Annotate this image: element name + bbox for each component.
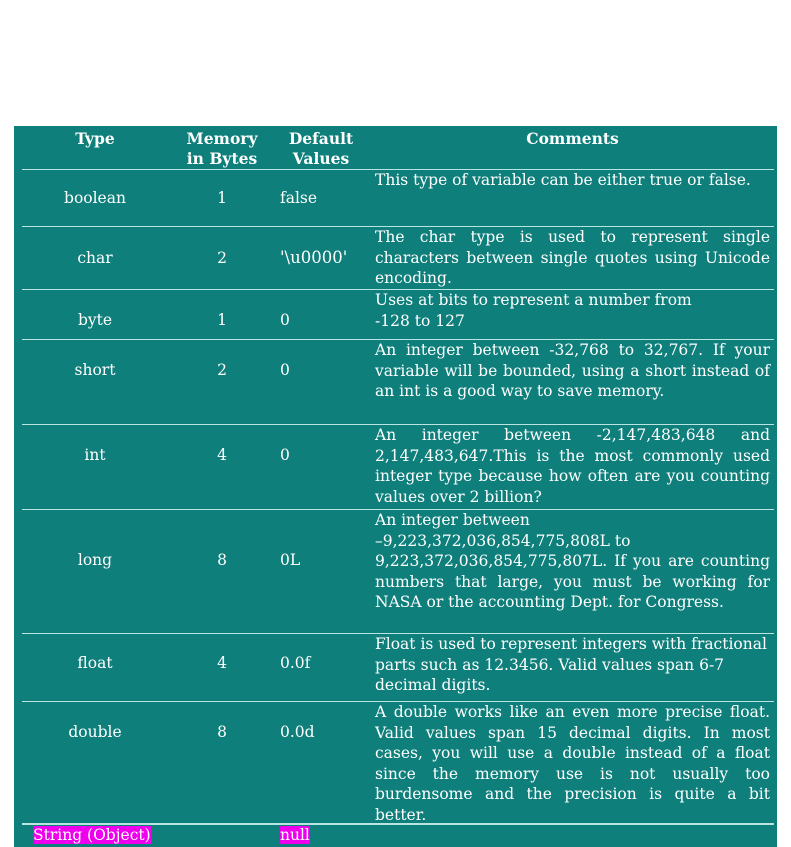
memory-cell: 8 (217, 722, 227, 741)
default-cell: 0.0f (280, 653, 311, 672)
comment-line: -128 to 127 (375, 311, 465, 330)
type-cell: short (74, 360, 116, 379)
comment-line: 9,223,372,036,854,775,807L. If you are counting numbers that large, you must be working for NASA or the accounting Dept. for Congress. (375, 552, 770, 611)
default-cell: 0 (280, 360, 290, 379)
type-cell: char (77, 248, 113, 267)
comment-cell: A double works like an even more precise float. Valid values span 15 decimal digits. In most cases, you will use a double instead of a float since the memory use is not usually too burdensome and the precision is quite a bit better. (375, 703, 770, 824)
memory-cell: 2 (217, 360, 227, 379)
header-default-line1: Default (288, 129, 354, 148)
comment-cell: Float is used to represent integers with fractional parts such as 12.3456. Valid values span 6-7 decimal digits. (375, 635, 767, 694)
memory-cell: 2 (217, 248, 227, 267)
header-type: Type (75, 129, 115, 148)
table-row (14, 634, 777, 701)
comment-cell (375, 290, 770, 331)
header-comments: Comments (526, 129, 619, 148)
default-cell (280, 825, 310, 846)
highlighted-default: null (280, 826, 310, 844)
type-cell: int (84, 445, 106, 464)
table-row (14, 340, 777, 424)
type-cell: long (77, 550, 113, 569)
type-cell: byte (77, 310, 113, 329)
highlighted-type: String (Object) (33, 826, 151, 844)
table-row (14, 425, 777, 509)
data-types-table (14, 126, 777, 847)
header-memory (172, 129, 272, 169)
default-cell: 0L (280, 550, 301, 569)
type-cell: boolean (64, 188, 126, 207)
table-row (14, 702, 777, 823)
memory-cell: 4 (217, 653, 227, 672)
table-row (14, 825, 777, 847)
default-cell: false (280, 188, 318, 207)
header-memory-line1: Memory (186, 129, 258, 148)
default-cell: 0.0d (280, 722, 315, 741)
default-cell: 0 (280, 310, 290, 329)
comment-cell: The char type is used to represent single characters between single quotes using Unicode encoding. (375, 228, 770, 287)
table-row (14, 510, 777, 633)
comment-line: An integer between (375, 511, 530, 529)
table-row (14, 227, 777, 289)
header-memory-line2: in Bytes (186, 149, 258, 168)
comment-cell: This type of variable can be either true or false. (375, 171, 751, 189)
type-cell: double (68, 722, 122, 741)
comment-cell (375, 510, 770, 613)
memory-cell: 1 (217, 188, 227, 207)
table-header-row (14, 126, 777, 170)
comment-line: Uses at bits to represent a number from (375, 291, 692, 309)
memory-cell: 4 (217, 445, 227, 464)
comment-line: –9,223,372,036,854,775,808L to (375, 531, 631, 550)
memory-cell: 8 (217, 550, 227, 569)
memory-cell: 1 (217, 310, 227, 329)
header-default (276, 129, 366, 169)
table-row (14, 170, 777, 226)
comment-cell: An integer between -2,147,483,648 and 2,147,483,647.This is the most commonly used integer type because how often are you counting values over 2 billion? (375, 426, 770, 506)
table-row (14, 290, 777, 339)
default-cell: '\u0000' (280, 247, 348, 267)
comment-cell: An integer between -32,768 to 32,767. If your variable will be bounded, using a short instead of an int is a good way to save memory. (375, 341, 770, 400)
type-cell (33, 825, 151, 846)
default-cell: 0 (280, 445, 290, 464)
header-default-line2: Values (292, 149, 350, 168)
type-cell: float (77, 653, 113, 672)
